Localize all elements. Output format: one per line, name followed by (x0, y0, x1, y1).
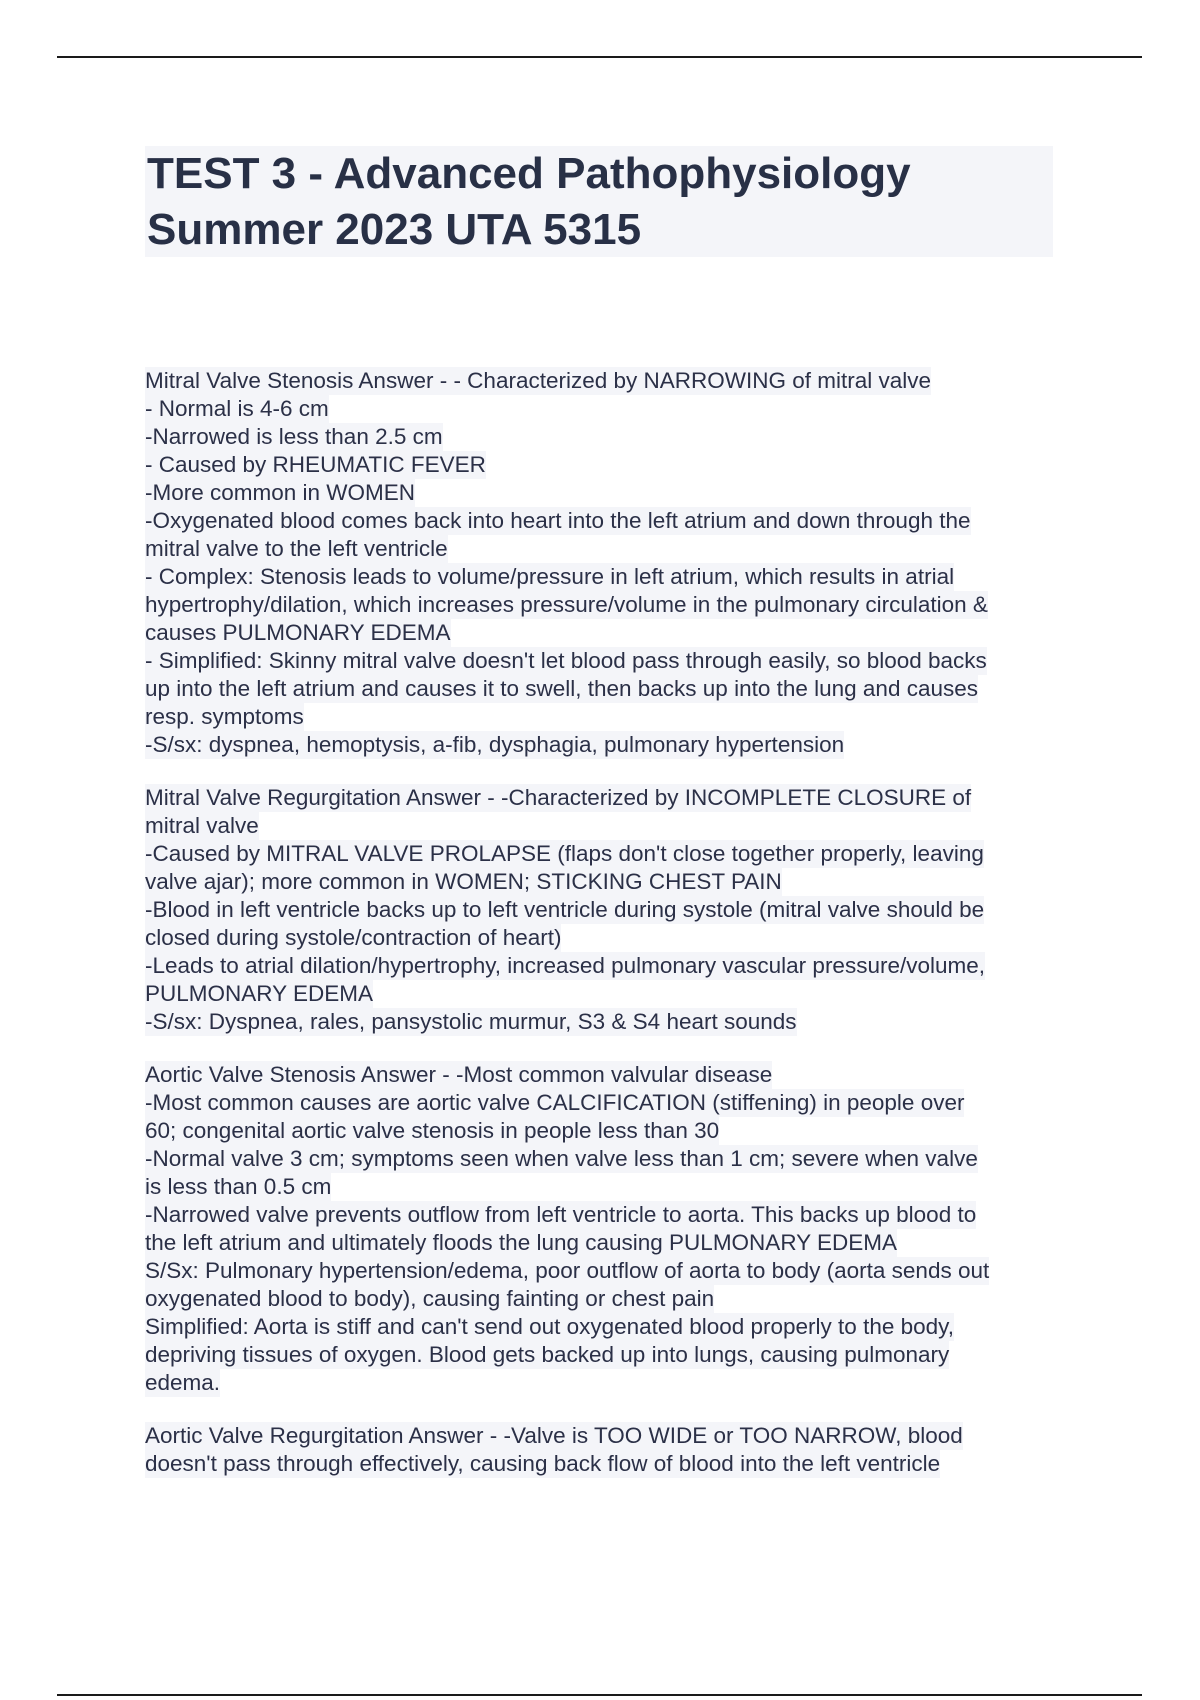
entry-aortic-valve-stenosis (145, 1061, 1065, 1397)
entry-line: doesn't pass through effectively, causing back flow of blood into the left ventricle (145, 1451, 941, 1476)
title-line-2: Summer 2023 UTA 5315 (147, 205, 642, 254)
entry-line: resp. symptoms (145, 704, 304, 729)
entry-line: Mitral Valve Regurgitation Answer - -Characterized by INCOMPLETE CLOSURE of (145, 785, 972, 810)
entry-line: - Caused by RHEUMATIC FEVER (145, 452, 486, 477)
entry-line: -S/sx: Dyspnea, rales, pansystolic murmur, S3 & S4 heart sounds (145, 1009, 797, 1034)
entry-line: - Complex: Stenosis leads to volume/pressure in left atrium, which results in atrial (145, 564, 955, 589)
entry-line: causes PULMONARY EDEMA (145, 620, 451, 645)
entry-line: valve ajar); more common in WOMEN; STICKING CHEST PAIN (145, 869, 782, 894)
entry-line: Aortic Valve Regurgitation Answer - -Valve is TOO WIDE or TOO NARROW, blood (145, 1423, 963, 1448)
entry-line: -Narrowed valve prevents outflow from left ventricle to aorta. This backs up blood to (145, 1202, 977, 1227)
entry-line: 60; congenital aortic valve stenosis in people less than 30 (145, 1118, 720, 1143)
entry-mitral-valve-regurgitation (145, 784, 1065, 1036)
entry-aortic-valve-regurgitation (145, 1422, 1065, 1478)
entry-line: -Oxygenated blood comes back into heart into the left atrium and down through the (145, 508, 971, 533)
entry-line: PULMONARY EDEMA (145, 981, 373, 1006)
title-line-1: TEST 3 - Advanced Pathophysiology (147, 149, 911, 198)
entry-mitral-valve-stenosis (145, 367, 1065, 759)
flashcard-list (145, 367, 1065, 1503)
entry-line: the left atrium and ultimately floods the lung causing PULMONARY EDEMA (145, 1230, 898, 1255)
document-title (145, 146, 1053, 257)
entry-line: - Normal is 4-6 cm (145, 396, 329, 421)
entry-line: hypertrophy/dilation, which increases pressure/volume in the pulmonary circulation & (145, 592, 988, 617)
entry-line: -S/sx: dyspnea, hemoptysis, a-fib, dysphagia, pulmonary hypertension (145, 732, 845, 757)
entry-line: mitral valve to the left ventricle (145, 536, 448, 561)
entry-line: Simplified: Aorta is stiff and can't send out oxygenated blood properly to the body, (145, 1314, 954, 1339)
entry-line: -Narrowed is less than 2.5 cm (145, 424, 443, 449)
entry-line: -More common in WOMEN (145, 480, 416, 505)
entry-line: is less than 0.5 cm (145, 1174, 332, 1199)
entry-line: closed during systole/contraction of heart) (145, 925, 562, 950)
entry-line: -Normal valve 3 cm; symptoms seen when valve less than 1 cm; severe when valve (145, 1146, 978, 1171)
entry-line: Aortic Valve Stenosis Answer - -Most common valvular disease (145, 1062, 773, 1087)
entry-line: depriving tissues of oxygen. Blood gets backed up into lungs, causing pulmonary (145, 1342, 950, 1367)
entry-line: -Caused by MITRAL VALVE PROLAPSE (flaps don't close together properly, leaving (145, 841, 984, 866)
top-rule (57, 56, 1142, 58)
entry-line: - Simplified: Skinny mitral valve doesn't let blood pass through easily, so blood backs (145, 648, 987, 673)
entry-line: oxygenated blood to body), causing fainting or chest pain (145, 1286, 715, 1311)
entry-line: edema. (145, 1370, 221, 1395)
entry-line: S/Sx: Pulmonary hypertension/edema, poor outflow of aorta to body (aorta sends out (145, 1258, 990, 1283)
entry-line: mitral valve (145, 813, 259, 838)
entry-line: -Blood in left ventricle backs up to left ventricle during systole (mitral valve should be (145, 897, 985, 922)
entry-line: -Leads to atrial dilation/hypertrophy, increased pulmonary vascular pressure/volume, (145, 953, 986, 978)
bottom-rule (57, 1694, 1142, 1696)
entry-line: -Most common causes are aortic valve CALCIFICATION (stiffening) in people over (145, 1090, 965, 1115)
entry-line: up into the left atrium and causes it to swell, then backs up into the lung and causes (145, 676, 979, 701)
entry-line: Mitral Valve Stenosis Answer - - Characterized by NARROWING of mitral valve (145, 368, 932, 393)
